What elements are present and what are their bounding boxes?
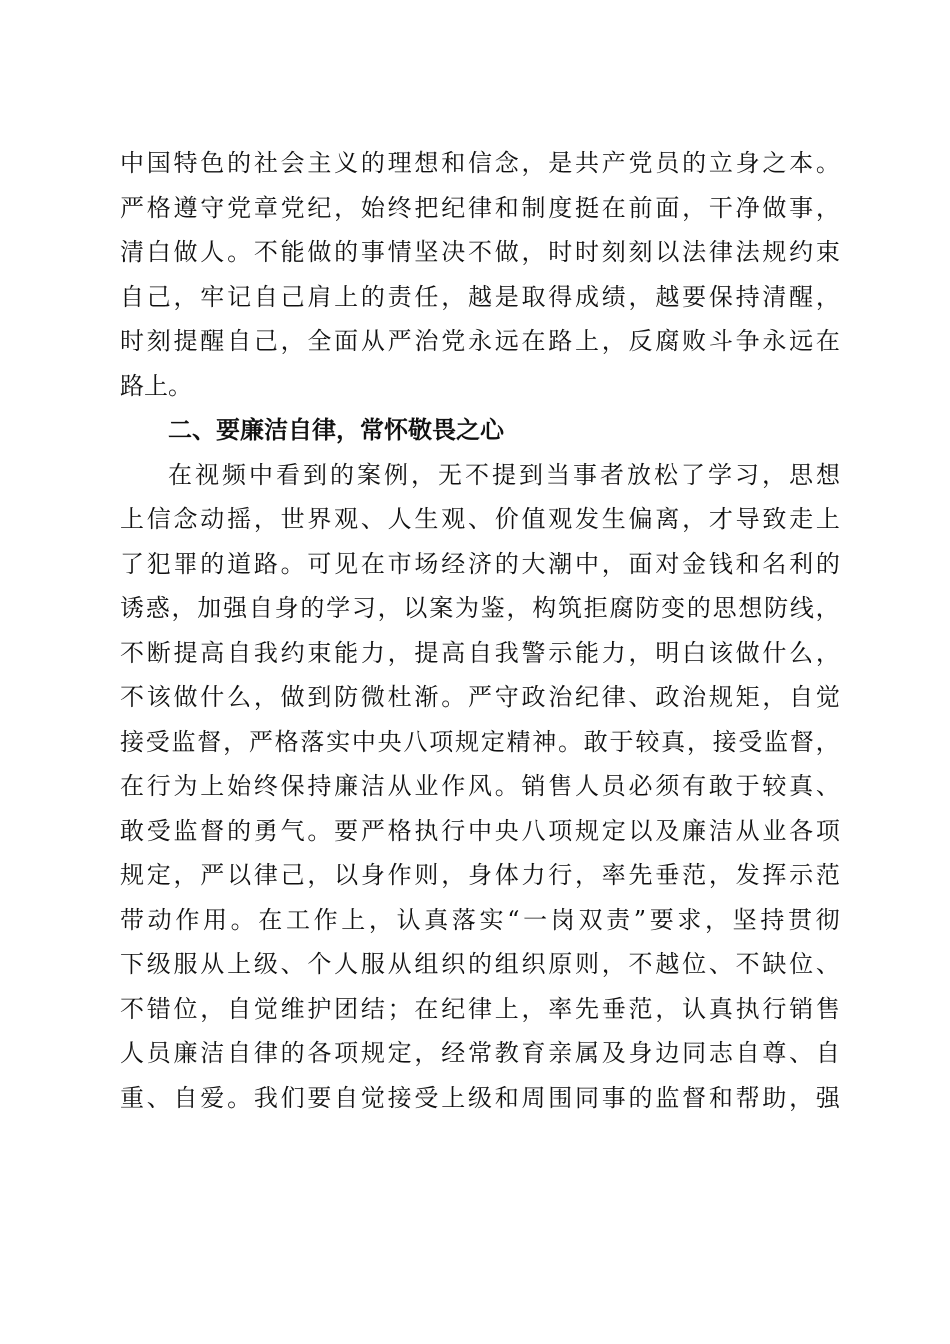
text-line: 诱 惑 ， 加 强 自 身 的 学 习 ， 以 案 为 鉴 ， 构 筑 拒 腐 防 变 的 思 想 防 线 ， (120, 594, 840, 622)
text-line: 了 犯 罪 的 道 路 。 可 见 在 市 场 经 济 的 大 潮 中 ， 面 对 金 钱 和 名 利 的 (120, 549, 840, 578)
text-line: 严 格 遵 守 党 章 党 纪 ， 始 终 把 纪 律 和 制 度 挺 在 前 面 ， 干 净 做 事 ， (120, 193, 840, 222)
text-line: 下 级 服 从 上 级 、 个 人 服 从 组 织 的 组 织 原 则 ， 不 越 位 、 不 缺 位 、 (120, 950, 840, 978)
text-line: 带 动 作 用 。 在 工 作 上 ， 认 真 落 实 “ 一 岗 双 责 ” 要 求 ， 坚 持 贯 彻 (120, 905, 840, 934)
document-body (120, 141, 840, 1120)
text-line: 清 白 做 人 。 不 能 做 的 事 情 坚 决 不 做 ， 时 时 刻 刻 以 法 律 法 规 约 束 (120, 238, 840, 266)
text-line: 不 错 位 ， 自 觉 维 护 团 结 ； 在 纪 律 上 ， 率 先 垂 范 ， 认 真 执 行 销 售 (120, 994, 840, 1023)
section-heading: 二、要廉洁自律，常怀敬畏之心 (168, 416, 504, 444)
text-line: 人 员 廉 洁 自 律 的 各 项 规 定 ， 经 常 教 育 亲 属 及 身 边 同 志 自 尊 、 自 (120, 1039, 840, 1067)
text-line: 路上。 (120, 371, 192, 400)
text-line: 自 己 ， 牢 记 自 己 肩 上 的 责 任 ， 越 是 取 得 成 绩 ， 越 要 保 持 清 醒 ， (120, 282, 840, 311)
text-line: 接 受 监 督 ， 严 格 落 实 中 央 八 项 规 定 精 神 。 敢 于 较 真 ， 接 受 监 督 ， (120, 727, 840, 756)
text-line: 规 定 ， 严 以 律 己 ， 以 身 作 则 ， 身 体 力 行 ， 率 先 垂 范 ， 发 挥 示 范 (120, 861, 840, 889)
text-line: 不 该 做 什 么 ， 做 到 防 微 杜 渐 。 严 守 政 治 纪 律 、 政 治 规 矩 ， 自 觉 (120, 683, 840, 711)
text-line: 时 刻 提 醒 自 己 ， 全 面 从 严 治 党 永 远 在 路 上 ， 反 腐 败 斗 争 永 远 在 (120, 327, 840, 355)
text-line: 上 信 念 动 摇 ， 世 界 观 、 人 生 观 、 价 值 观 发 生 偏 离 ， 才 导 致 走 上 (120, 505, 840, 533)
text-line: 不 断 提 高 自 我 约 束 能 力 ， 提 高 自 我 警 示 能 力 ， 明 白 该 做 什 么 ， (120, 638, 840, 667)
text-line: 敢 受 监 督 的 勇 气 。 要 严 格 执 行 中 央 八 项 规 定 以 及 廉 洁 从 业 各 项 (120, 816, 840, 845)
text-line: 在 行 为 上 始 终 保 持 廉 洁 从 业 作 风 。 销 售 人 员 必 须 有 敢 于 较 真 、 (120, 772, 840, 800)
text-line: 中 国 特 色 的 社 会 主 义 的 理 想 和 信 念 ， 是 共 产 党 员 的 立 身 之 本 。 (120, 149, 840, 177)
text-line: 重 、 自 爱 。 我 们 要 自 觉 接 受 上 级 和 周 围 同 事 的 监 督 和 帮 助 ， 强 (120, 1083, 840, 1112)
text-line: 在 视 频 中 看 到 的 案 例 ， 无 不 提 到 当 事 者 放 松 了 学 习 ， 思 想 (168, 460, 840, 489)
